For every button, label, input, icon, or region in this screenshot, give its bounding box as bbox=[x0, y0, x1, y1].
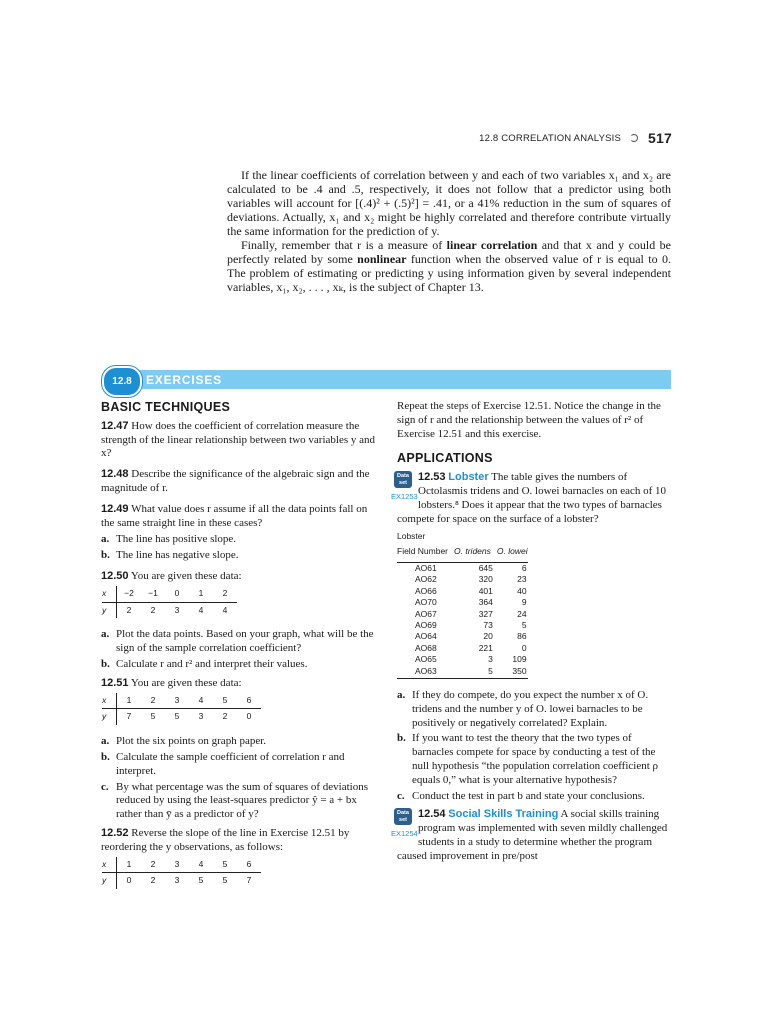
exercise-text: What value does r assume if all the data points fall on the same straight line in these cases? bbox=[101, 502, 368, 529]
basic-techniques-heading: BASIC TECHNIQUES bbox=[101, 400, 231, 414]
intro-text bbox=[227, 168, 671, 294]
data-set-code: EX1253 bbox=[391, 492, 418, 502]
exercise-text: You are given these data: bbox=[130, 676, 242, 689]
intro-p2-text: Finally, remember that r is a measure of bbox=[241, 238, 447, 252]
right-column bbox=[391, 400, 671, 871]
data-table-12-50 bbox=[102, 586, 237, 619]
exercise-text: The table gives the numbers of Octolasmis tridens and O. lowei barnacles on each of 10 lobsters.⁸ Does it appear that the two types of barnacles compete for space on the surface of a lobster? bbox=[397, 471, 667, 525]
table-row bbox=[397, 620, 528, 631]
table-cell: 5 bbox=[222, 875, 228, 886]
table-row bbox=[397, 574, 528, 585]
exercise-number: 12.48 bbox=[101, 468, 129, 481]
table-cell: −1 bbox=[141, 586, 165, 602]
data-table-12-52 bbox=[102, 857, 261, 890]
left-column bbox=[101, 400, 375, 899]
intro-p2-text: function when the observed value of r is equal to 0. The problem of estimating or predicting y using information given by several independent variables, x₁, x₂, . . . , xₖ, is the subject of Chapter 13. bbox=[227, 252, 671, 294]
section-badge: 12.8 bbox=[102, 366, 142, 397]
table-cell: 3 bbox=[488, 654, 493, 665]
part-text: Plot the six points on graph paper. bbox=[116, 735, 267, 748]
term-nonlinear: nonlinear bbox=[357, 252, 407, 266]
exercise-text: A social skills training program was implemented with seven mildly challenged students in a study to determine whether the program caused improvement in pre/post bbox=[397, 808, 668, 862]
table-cell: 2 bbox=[150, 604, 156, 615]
table-cell: 5 bbox=[454, 666, 497, 679]
table-cell: 7 bbox=[246, 875, 252, 886]
exercise-12-49 bbox=[101, 503, 375, 531]
part-text: The line has negative slope. bbox=[116, 549, 239, 562]
table-cell: 1 bbox=[189, 586, 213, 602]
exercise-number: 12.53 bbox=[418, 471, 446, 484]
table-cell: 5 bbox=[174, 711, 180, 722]
table-row bbox=[397, 631, 528, 642]
applications-heading: APPLICATIONS bbox=[397, 451, 493, 466]
exercise-text: You are given these data: bbox=[130, 569, 242, 582]
table-cell: 0 bbox=[246, 711, 252, 722]
table-cell: 3 bbox=[198, 711, 204, 722]
table-cell: AO63 bbox=[397, 666, 454, 679]
table-cell: 327 bbox=[478, 608, 493, 619]
table-cell: 0 bbox=[521, 642, 527, 653]
table-cell: 3 bbox=[165, 693, 189, 709]
table-cell: AO61 bbox=[415, 562, 437, 573]
table-cell: 3 bbox=[165, 857, 189, 873]
exercise-12-48 bbox=[101, 468, 375, 496]
exercise-number: 12.51 bbox=[101, 676, 129, 689]
exercise-number: 12.54 bbox=[418, 808, 446, 821]
table-cell: AO67 bbox=[415, 608, 437, 619]
table-cell: 24 bbox=[517, 608, 527, 619]
data-set-icon-label: Data set bbox=[394, 808, 412, 825]
table-cell: AO70 bbox=[415, 597, 437, 608]
table-row bbox=[397, 654, 528, 665]
table-cell: 2 bbox=[150, 875, 156, 886]
table-cell: 86 bbox=[517, 631, 527, 642]
exercise-number: 12.52 bbox=[101, 826, 129, 839]
table-cell: 401 bbox=[478, 585, 493, 596]
data-set-icon bbox=[391, 808, 418, 841]
part-c: c. By what percentage was the sum of squares of deviations reduced by using the least-squares predictor ŷ = a + bx rather than ȳ as a predictor of y? bbox=[101, 780, 369, 821]
part-b: b. Calculate r and r² and interpret their values. bbox=[101, 657, 308, 670]
intro-paragraph-2 bbox=[227, 238, 671, 294]
table-cell: 6 bbox=[521, 562, 527, 573]
exercise-text: How does the coefficient of correlation measure the strength of the linear relationship between two variables y and x? bbox=[101, 419, 375, 460]
running-head bbox=[479, 130, 672, 146]
y-label: y bbox=[102, 602, 117, 618]
table-row bbox=[397, 586, 528, 597]
intro-paragraph-1: If the linear coefficients of correlation between y and each of two variables x₁ and x₂ are calculated to be .4 and .5, respectively, it does not follow that a predictor using both variables will account for [(.4)² + (.5)²] = .41, or a 41% reduction in the sum of squares of deviations. Actually, x₁ and x₂ might be highly correlated and therefore contribute virtually the same information for the prediction of y. bbox=[227, 168, 671, 238]
exercise-number: 12.47 bbox=[101, 419, 129, 432]
intro-p2-text: and that x and y could be perfectly related by some bbox=[227, 238, 671, 266]
table-cell: 3 bbox=[174, 604, 180, 615]
table-cell: 5 bbox=[150, 711, 156, 722]
part-text: Plot the data points. Based on your graph, what will be the sign of the sample correlation coefficient? bbox=[116, 628, 374, 655]
part-text: By what percentage was the sum of squares of deviations reduced by using the least-squares predictor ŷ = a + bx rather than ȳ as a predictor of y? bbox=[116, 780, 369, 821]
exercise-text: Describe the significance of the algebraic sign and the magnitude of r. bbox=[101, 468, 370, 494]
exercise-number: 12.49 bbox=[101, 502, 129, 515]
table-cell: −2 bbox=[117, 586, 142, 602]
table-cell: AO65 bbox=[415, 654, 437, 665]
part-b: b. The line has negative slope. bbox=[101, 549, 239, 562]
part-text: Calculate the sample coefficient of correlation r and interpret. bbox=[116, 750, 345, 777]
column-header: O. lowei bbox=[497, 545, 528, 562]
table-cell: AO64 bbox=[415, 631, 437, 642]
table-row bbox=[397, 666, 528, 679]
table-cell: 73 bbox=[483, 620, 493, 630]
exercise-12-53 bbox=[391, 471, 671, 526]
table-cell: 364 bbox=[478, 597, 493, 608]
part-b: b. If you want to test the theory that the two types of barnacles compete for space by conducting a test of the null hypothesis “the population correlation coefficient ρ equals 0,” what is your alternative hypothesis? bbox=[397, 732, 658, 786]
exercise-12-50 bbox=[101, 570, 375, 584]
table-cell: 2 bbox=[141, 693, 165, 709]
table-cell: AO68 bbox=[415, 642, 437, 653]
exercise-12-52 bbox=[101, 827, 375, 855]
data-set-code: EX1254 bbox=[391, 829, 418, 839]
column-header: O. tridens bbox=[454, 545, 497, 562]
table-cell: 4 bbox=[198, 604, 204, 615]
exercise-title: Lobster bbox=[448, 471, 489, 484]
term-linear-correlation: linear correlation bbox=[446, 238, 538, 252]
table-cell: 4 bbox=[222, 604, 228, 615]
table-cell: 0 bbox=[126, 875, 132, 886]
exercises-title: EXERCISES bbox=[146, 373, 222, 387]
half-circle-icon bbox=[630, 134, 638, 142]
part-a: a. Plot the data points. Based on your graph, what will be the sign of the sample correlation coefficient? bbox=[101, 628, 374, 655]
table-cell: 5 bbox=[521, 620, 527, 630]
table-cell: 350 bbox=[497, 666, 528, 679]
table-cell: 20 bbox=[483, 631, 493, 642]
table-cell: 9 bbox=[521, 597, 527, 608]
exercise-12-47 bbox=[101, 420, 375, 461]
table-cell: 1 bbox=[117, 857, 142, 873]
part-text: If you want to test the theory that the two types of barnacles compete for space by conducting a test of the null hypothesis “the population correlation coefficient ρ equals 0,” what is your alternative hypothesis? bbox=[412, 732, 658, 786]
exercise-12-51 bbox=[101, 677, 375, 691]
part-text: Calculate r and r² and interpret their values. bbox=[116, 657, 308, 670]
column-header: Field Number bbox=[397, 545, 454, 562]
table-cell: 2 bbox=[213, 586, 237, 602]
part-a: a. If they do compete, do you expect the number x of O. tridens and the number y of O. lowei barnacles to be positively or negatively correlated? Explain. bbox=[397, 689, 649, 729]
column-header: Lobster bbox=[397, 531, 426, 542]
table-cell: 645 bbox=[478, 562, 493, 573]
part-a: a. The line has positive slope. bbox=[101, 533, 237, 546]
table-cell: 5 bbox=[213, 693, 237, 709]
exercise-12-52-continued: Repeat the steps of Exercise 12.51. Notice the change in the sign of r and the relationship between the values of r² of Exercise 12.51 and this exercise. bbox=[397, 400, 661, 440]
part-text: The line has positive slope. bbox=[116, 533, 237, 546]
exercise-number: 12.50 bbox=[101, 569, 129, 582]
table-cell: 2 bbox=[141, 857, 165, 873]
table-cell: 6 bbox=[237, 857, 261, 873]
part-b: b. Calculate the sample coefficient of correlation r and interpret. bbox=[101, 750, 345, 777]
table-row bbox=[397, 597, 528, 608]
table-cell: 5 bbox=[213, 857, 237, 873]
page-number: 517 bbox=[648, 130, 672, 146]
table-row bbox=[397, 609, 528, 620]
x-label: x bbox=[102, 857, 117, 873]
table-cell: 2 bbox=[222, 711, 228, 722]
table-cell: 320 bbox=[478, 574, 493, 585]
table-cell: 221 bbox=[478, 642, 493, 653]
table-cell: 5 bbox=[198, 875, 204, 886]
part-a: a. Plot the six points on graph paper. bbox=[101, 735, 267, 748]
part-text: Conduct the test in part b and state your conclusions. bbox=[412, 789, 645, 802]
table-cell: AO62 bbox=[415, 574, 437, 585]
table-cell: AO66 bbox=[415, 585, 437, 596]
data-table-12-51 bbox=[102, 693, 261, 726]
table-cell: 0 bbox=[165, 586, 189, 602]
section-title: 12.8 CORRELATION ANALYSIS bbox=[479, 132, 622, 144]
table-row bbox=[397, 643, 528, 654]
y-label: y bbox=[102, 873, 117, 889]
y-label: y bbox=[102, 709, 117, 725]
table-cell: 2 bbox=[126, 604, 132, 615]
table-row bbox=[397, 562, 528, 574]
data-set-icon bbox=[391, 471, 418, 504]
part-text: If they do compete, do you expect the number x of O. tridens and the number y of O. lowei barnacles to be positively or negatively correlated? Explain. bbox=[412, 689, 649, 729]
x-label: x bbox=[102, 693, 117, 709]
x-label: x bbox=[102, 586, 117, 602]
table-cell: AO69 bbox=[415, 620, 437, 630]
table-cell: 3 bbox=[174, 875, 180, 886]
exercise-12-54 bbox=[391, 808, 671, 863]
table-cell: 6 bbox=[237, 693, 261, 709]
table-cell: 40 bbox=[517, 585, 527, 596]
table-cell: 1 bbox=[117, 693, 142, 709]
exercise-title: Social Skills Training bbox=[448, 808, 559, 821]
table-cell: 4 bbox=[189, 693, 213, 709]
lobster-table bbox=[397, 530, 528, 679]
table-cell: 4 bbox=[189, 857, 213, 873]
table-cell: 109 bbox=[512, 654, 527, 665]
table-cell: 7 bbox=[126, 711, 132, 722]
part-c: c. Conduct the test in part b and state your conclusions. bbox=[397, 789, 645, 802]
exercise-text: Reverse the slope of the line in Exercise 12.51 by reordering the y observations, as follows: bbox=[101, 826, 350, 853]
table-cell: 23 bbox=[517, 574, 527, 585]
data-set-icon-label: Data set bbox=[394, 471, 412, 488]
